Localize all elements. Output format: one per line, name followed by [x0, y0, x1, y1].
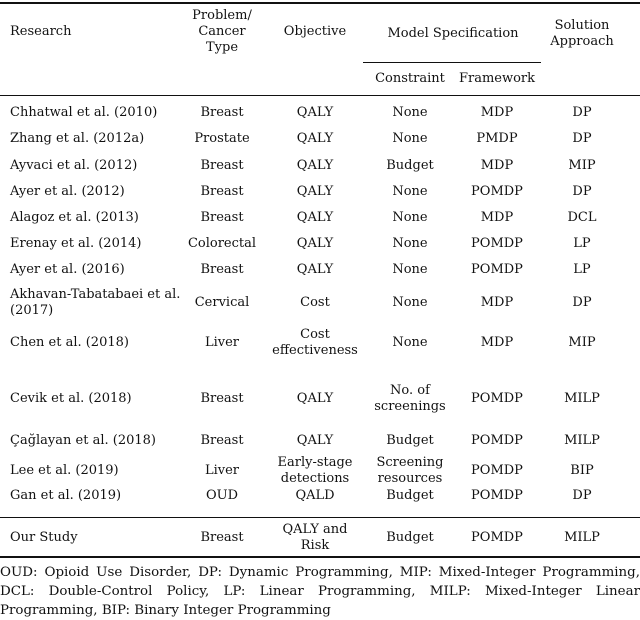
cell-constraint: None [392, 184, 428, 199]
cell-solution: DP [572, 105, 592, 120]
cell-objective: QALY [296, 210, 334, 225]
cell-objective: QALY and Risk [282, 522, 348, 553]
cell-objective: Early-stage detections [277, 455, 353, 486]
cell-constraint: Budget [386, 488, 434, 503]
cell-problem: Breast [200, 262, 244, 277]
cell-problem: OUD [205, 488, 239, 503]
header-objective: Objective [283, 24, 347, 39]
cell-solution: MIP [568, 335, 596, 350]
cell-solution: DP [572, 184, 592, 199]
top-rule [0, 2, 640, 4]
cell-constraint: Budget [386, 530, 434, 545]
cell-objective: Cost effectiveness [272, 327, 358, 358]
cell-framework: POMDP [471, 433, 523, 448]
cell-problem: Prostate [194, 131, 250, 146]
cell-problem: Breast [200, 184, 244, 199]
cell-problem: Cervical [194, 295, 250, 310]
cell-framework: MDP [480, 335, 514, 350]
cell-objective: QALY [296, 262, 334, 277]
model-spec-rule [363, 62, 541, 63]
cell-objective: Cost [300, 295, 330, 310]
header-model-specification: Model Specification [387, 26, 519, 41]
cell-solution: DP [572, 488, 592, 503]
table-row [0, 453, 640, 489]
cell-research: Gan et al. (2019) [10, 488, 122, 503]
cell-objective: QALY [296, 433, 334, 448]
header-framework: Framework [458, 71, 536, 86]
cell-problem: Breast [200, 391, 244, 406]
cell-objective: QALY [296, 105, 334, 120]
cell-constraint: None [392, 105, 428, 120]
cell-framework: POMDP [471, 262, 523, 277]
cell-solution: DP [572, 295, 592, 310]
cell-constraint: None [392, 236, 428, 251]
table-row [0, 207, 640, 229]
cell-problem: Liver [204, 463, 240, 478]
cell-solution: LP [573, 262, 591, 277]
cell-research: Zhang et al. (2012a) [10, 131, 145, 146]
table-row [0, 380, 640, 418]
header-research: Research [10, 24, 72, 39]
bottom-rule [0, 556, 640, 558]
cell-research: Chhatwal et al. (2010) [10, 105, 158, 120]
cell-problem: Breast [200, 105, 244, 120]
cell-framework: MDP [480, 295, 514, 310]
table-row [0, 181, 640, 203]
cell-solution: DP [572, 131, 592, 146]
cell-solution: MILP [564, 391, 600, 406]
cell-solution: LP [573, 236, 591, 251]
cell-framework: POMDP [471, 488, 523, 503]
cell-problem: Liver [204, 335, 240, 350]
table-row [0, 233, 640, 255]
cell-framework: POMDP [471, 184, 523, 199]
cell-solution: DCL [567, 210, 597, 225]
cell-framework: MDP [480, 158, 514, 173]
cell-objective: QALY [296, 184, 334, 199]
cell-framework: PMDP [476, 131, 518, 146]
cell-constraint: None [392, 295, 428, 310]
cell-constraint: Budget [386, 158, 434, 173]
cell-research: Lee et al. (2019) [10, 463, 119, 478]
header-rule [0, 95, 640, 96]
cell-research: Cevik et al. (2018) [10, 391, 132, 406]
table-row [0, 430, 640, 452]
cell-constraint: None [392, 262, 428, 277]
cell-research: Erenay et al. (2014) [10, 236, 142, 251]
cell-objective: QALD [295, 488, 335, 503]
footnote: OUD: Opioid Use Disorder, DP: Dynamic Programming, MIP: Mixed-Integer Programming, DCL: Double-Control Policy, LP: Linear Programming, MILP: Mixed-Integer Linear Programming, BIP: Binary Integer Programming [0, 565, 640, 618]
cell-research: Çağlayan et al. (2018) [10, 433, 156, 448]
table-row [0, 155, 640, 177]
cell-objective: QALY [296, 158, 334, 173]
cell-problem: Breast [200, 433, 244, 448]
cell-framework: POMDP [471, 463, 523, 478]
our-study-rule [0, 517, 640, 518]
table-row [0, 128, 640, 150]
cell-objective: QALY [296, 391, 334, 406]
table-row [0, 485, 640, 507]
header-constraint: Constraint [375, 71, 445, 86]
cell-framework: POMDP [471, 236, 523, 251]
cell-framework: MDP [480, 105, 514, 120]
cell-research: Our Study [10, 530, 78, 545]
cell-research: Ayvaci et al. (2012) [10, 158, 138, 173]
cell-constraint: None [392, 335, 428, 350]
our-study-row [0, 519, 640, 557]
cell-problem: Breast [200, 210, 244, 225]
cell-framework: MDP [480, 210, 514, 225]
table-row [0, 285, 640, 321]
cell-problem: Breast [200, 158, 244, 173]
cell-research: Alagoz et al. (2013) [10, 210, 139, 225]
cell-objective: QALY [296, 131, 334, 146]
cell-framework: POMDP [471, 391, 523, 406]
cell-constraint: No. of screenings [374, 383, 446, 414]
cell-solution: BIP [570, 463, 594, 478]
cell-solution: MILP [564, 433, 600, 448]
cell-constraint: Budget [386, 433, 434, 448]
table-row [0, 102, 640, 124]
cell-constraint: None [392, 210, 428, 225]
cell-solution: MIP [568, 158, 596, 173]
cell-constraint: Screening resources [376, 455, 444, 486]
cell-research: Akhavan-Tabatabaei et al. (2017) [10, 287, 181, 318]
cell-problem: Breast [200, 530, 244, 545]
cell-objective: QALY [296, 236, 334, 251]
cell-research: Ayer et al. (2016) [10, 262, 125, 277]
cell-constraint: None [392, 131, 428, 146]
header-solution: Solution Approach [550, 18, 614, 49]
cell-problem: Colorectal [187, 236, 257, 251]
table-row [0, 325, 640, 361]
cell-research: Chen et al. (2018) [10, 335, 129, 350]
header-problem: Problem/ Cancer Type [192, 8, 252, 55]
cell-solution: MILP [564, 530, 600, 545]
cell-research: Ayer et al. (2012) [10, 184, 125, 199]
cell-framework: POMDP [471, 530, 523, 545]
table-row [0, 259, 640, 281]
